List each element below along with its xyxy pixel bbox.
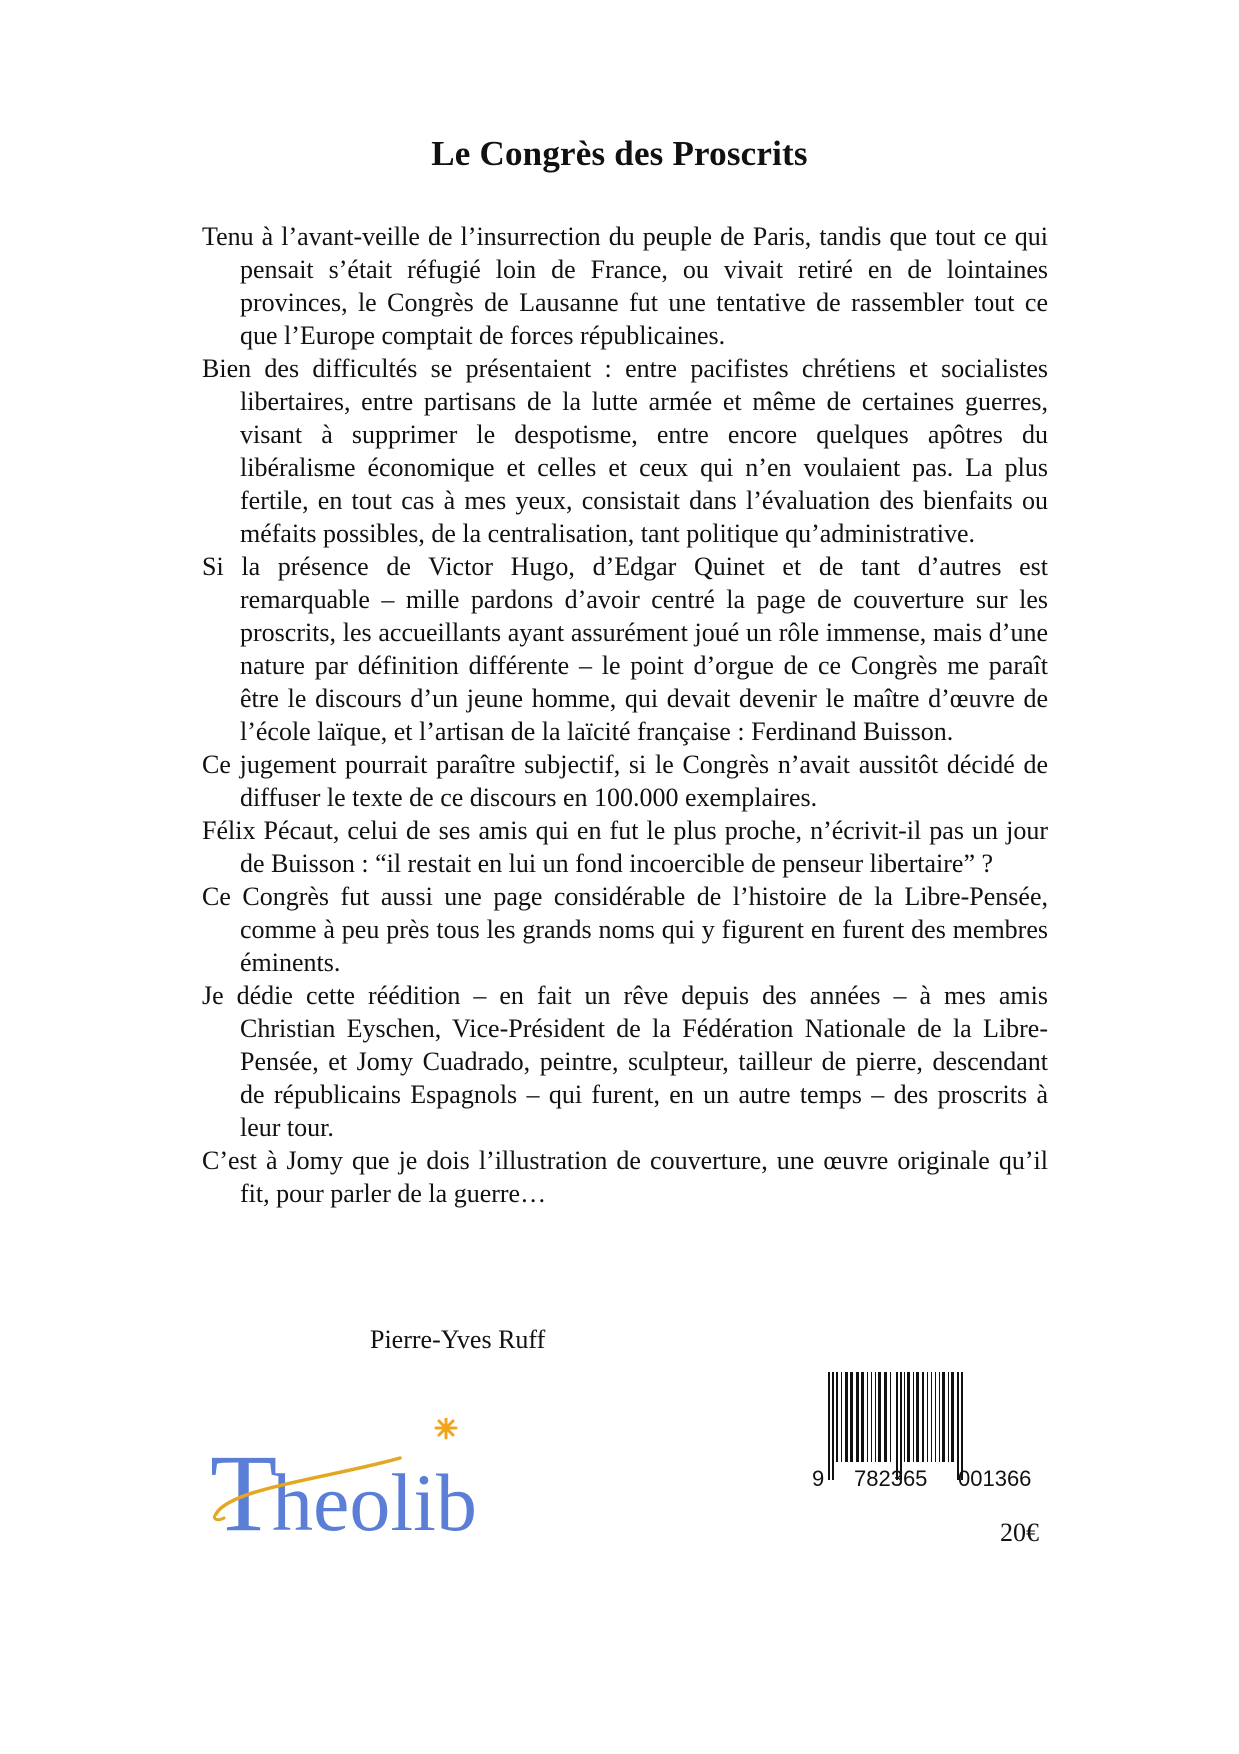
barcode-bar — [942, 1372, 945, 1462]
barcode-bar — [836, 1372, 838, 1462]
barcode-bar — [907, 1372, 910, 1462]
barcode-bar — [845, 1372, 848, 1462]
barcode-bar — [832, 1372, 834, 1480]
author-signature: Pierre-Yves Ruff — [370, 1325, 546, 1354]
barcode-bar — [828, 1372, 830, 1480]
barcode-bar — [935, 1372, 936, 1462]
svg-text:T: T — [210, 1432, 278, 1548]
barcode-bar — [871, 1372, 872, 1462]
back-cover-text — [202, 220, 1048, 1210]
barcode-bar — [931, 1372, 932, 1462]
barcode-bar — [856, 1372, 859, 1462]
paragraph-6: Ce Congrès fut aussi une page considérable de l’histoire de la Libre-Pensée, comme à peu près tous les grands noms qui y figurent en furent des membres éminents. — [202, 882, 1048, 977]
barcode-bar — [927, 1372, 928, 1462]
barcode-group-1: 782365 — [854, 1466, 928, 1491]
barcode-bar — [884, 1372, 887, 1462]
barcode-bar — [916, 1372, 919, 1462]
paragraph-3: Si la présence de Victor Hugo, d’Edgar Quinet et de tant d’autres est remarquable – mille pardons d’avoir centré la page de couverture sur les proscrits, les accueillants ayant assurément joué un rôle immense, mais d’une nature par définition différente – le point d’orgue de ce Congrès me paraît être le discours d’un jeune homme, qui devait devenir le maître d’œuvre de l’école laïque, et l’artisan de la laïcité française : Ferdinand Buisson. — [202, 552, 1048, 746]
barcode-bar — [922, 1372, 924, 1462]
paragraph-8: C’est à Jomy que je dois l’illustration de couverture, une œuvre originale qu’il fit, pour parler de la guerre… — [202, 1146, 1048, 1208]
barcode-bar — [890, 1372, 891, 1462]
paragraph-5: Félix Pécaut, celui de ses amis qui en fut le plus proche, n’écrivit-il pas un jour de Buisson : “il restait en lui un fond incoercible de penseur libertaire” ? — [202, 816, 1048, 878]
isbn-barcode — [812, 1372, 1058, 1492]
svg-text:heolib: heolib — [272, 1457, 477, 1548]
barcode-bar — [878, 1372, 881, 1462]
barcode-bar — [875, 1372, 876, 1462]
barcode-bar — [896, 1372, 898, 1480]
barcode-bar — [867, 1372, 868, 1462]
barcode-bar — [904, 1372, 905, 1462]
paragraph-2: Bien des difficultés se présentaient : entre pacifistes chrétiens et socialistes libertaires, entre partisans de la lutte armée et même de certaines guerres, visant à supprimer le despotisme, entre encore quelques apôtres du libéralisme économique et celles et ceux qui n’en voulaient pas. La plus fertile, en tout cas à mes yeux, consistait dans l’évaluation des bienfaits ou méfaits possibles, de la centralisation, tant politique qu’administrative. — [202, 354, 1048, 548]
paragraph-7: Je dédie cette réédition – en fait un rêve depuis des années – à mes amis Christian Eyschen, Vice-Président de la Fédération Nationale de la Libre-Pensée, et Jomy Cuadrado, peintre, sculpteur, tailleur de pierre, descendant de républicains Espagnols – qui furent, en un autre temps – des proscrits à leur tour. — [202, 981, 1048, 1142]
barcode-bar — [961, 1372, 963, 1480]
barcode-bar — [948, 1372, 949, 1462]
barcode-bar — [900, 1372, 902, 1480]
barcode-bar — [850, 1372, 853, 1462]
barcode-bar — [861, 1372, 864, 1462]
publisher-logo — [210, 1418, 530, 1548]
paragraph-4: Ce jugement pourrait paraître subjectif, si le Congrès n’avait aussitôt décidé de diffuser le texte de ce discours en 100.000 exemplaires. — [202, 750, 1048, 812]
barcode-bar — [957, 1372, 959, 1480]
barcode-bar — [913, 1372, 914, 1462]
barcode-bar — [841, 1372, 842, 1462]
barcode-bar — [939, 1372, 940, 1462]
paragraph-1: Tenu à l’avant-veille de l’insurrection du peuple de Paris, tandis que tout ce qui pensait s’était réfugié loin de France, ou vivait retiré en de lointaines provinces, le Congrès de Lausanne fut une tentative de rassembler tout ce que l’Europe comptait de forces républicaines. — [202, 222, 1048, 350]
page-title: Le Congrès des Proscrits — [431, 134, 808, 173]
barcode-first-digit: 9 — [812, 1466, 825, 1491]
barcode-bar — [951, 1372, 954, 1462]
barcode-group-2: 001366 — [958, 1466, 1032, 1491]
star-icon — [436, 1418, 456, 1438]
price-label: 20€ — [1000, 1518, 1039, 1547]
